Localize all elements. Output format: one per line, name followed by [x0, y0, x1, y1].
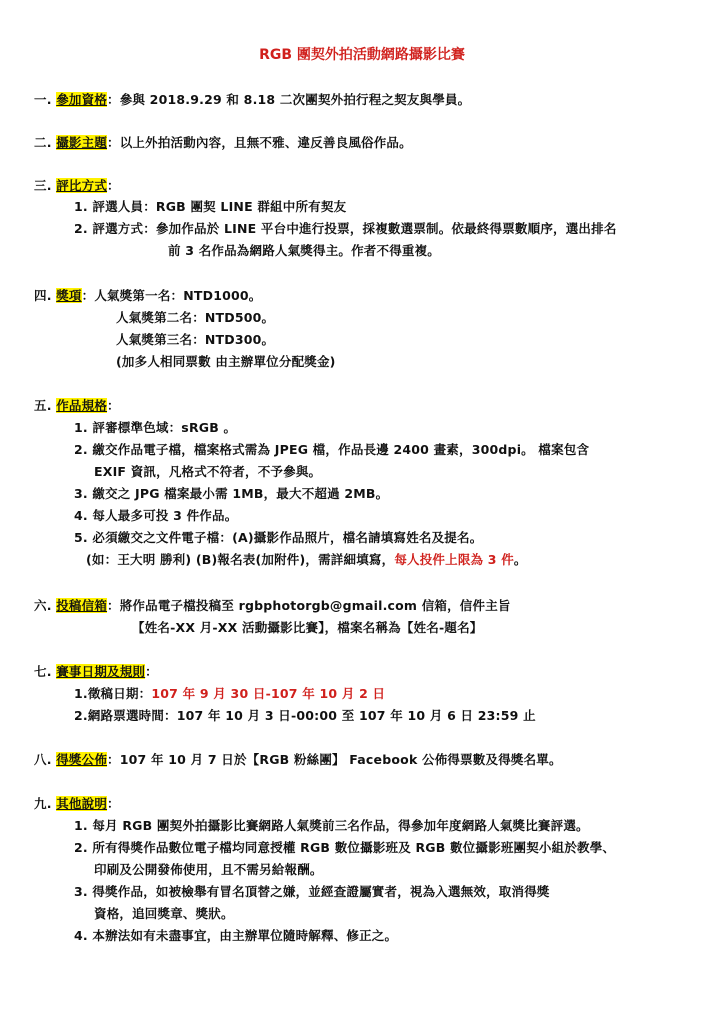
section-text: ：將作品電子檔投稿至 rgbphotorgb@gmail.com 信箱，信件主旨	[107, 598, 511, 613]
section-heading: 其他說明	[56, 796, 108, 811]
list-item: 3. 繳交之 JPG 檔案最小需 1MB，最大不超過 2MB。	[74, 486, 389, 501]
section-9-line	[34, 795, 120, 813]
submission-period-dates: 107 年 9 月 30 日-107 年 10 月 2 日	[151, 686, 386, 701]
section-text: ：參與 2018.9.29 和 8.18 二次團契外拍行程之契友與學員。	[107, 92, 471, 107]
list-item: 5. 必須繳交之文件電子檔：(A)攝影作品照片，檔名請填寫姓名及提名。	[74, 530, 483, 545]
prize-third: 人氣獎第三名：NTD300。	[116, 332, 275, 347]
section-text: ：107 年 10 月 7 日於【RGB 粉絲團】 Facebook 公佈得票數及得獎名單。	[107, 752, 562, 767]
list-item: 2. 繳交作品電子檔，檔案格式需為 JPEG 檔，作品長邊 2400 畫素，300dpi。 檔案包含	[74, 442, 590, 457]
section-colon: ：	[107, 398, 120, 413]
section-heading: 評比方式	[56, 178, 108, 193]
section-4-line	[34, 287, 261, 305]
section-number: 五.	[34, 398, 52, 413]
list-item-continued: 前 3 名作品為網路人氣獎得主。作者不得重複。	[168, 243, 441, 258]
list-item: 2. 所有得獎作品數位電子檔均同意授權 RGB 數位攝影班及 RGB 數位攝影班團契小組於教學、	[74, 840, 616, 855]
list-item: 1. 每月 RGB 團契外拍攝影比賽網路人氣獎前三名作品，得參加年度網路人氣獎比賽評選。	[74, 818, 589, 833]
attachment-text: (如：王大明 勝利) (B)報名表(加附件)，需詳細填寫，	[86, 552, 395, 567]
list-item-continued: 資格，追回獎章、獎狀。	[94, 906, 234, 921]
voting-period-line: 2.網路票選時間：107 年 10 月 3 日-00:00 至 107 年 10 月 6 日 23:59 止	[74, 708, 536, 723]
list-item: 1. 評選人員：RGB 團契 LINE 群組中所有契友	[74, 199, 347, 214]
section-heading: 參加資格	[56, 92, 108, 107]
section-number: 一.	[34, 92, 52, 107]
section-6-line	[34, 597, 511, 615]
list-item-continued: EXIF 資訊，凡格式不符者，不予參與。	[94, 464, 322, 479]
prize-second: 人氣獎第二名：NTD500。	[116, 310, 275, 325]
section-heading: 獎項	[56, 288, 82, 303]
submission-period-label: 1.徵稿日期：	[74, 686, 152, 701]
submission-period-line	[74, 685, 385, 703]
section-7-line	[34, 663, 158, 681]
section-2-line	[34, 134, 412, 152]
list-item-continued	[86, 551, 527, 569]
section-number: 二.	[34, 135, 52, 150]
section-number: 四.	[34, 288, 52, 303]
section-colon: ：	[107, 178, 120, 193]
prize-note: (加多人相同票數 由主辦單位分配獎金)	[116, 354, 336, 369]
email-subject-format: 【姓名-XX 月-XX 活動攝影比賽】，檔案名稱為【姓名-題名】	[132, 620, 483, 635]
section-number: 七.	[34, 664, 52, 679]
document-title: RGB 團契外拍活動網路攝影比賽	[259, 47, 465, 63]
section-number: 八.	[34, 752, 52, 767]
section-colon: ：	[107, 796, 120, 811]
list-item: 4. 本辦法如有未盡事宜，由主辦單位隨時解釋、修正之。	[74, 928, 398, 943]
section-heading: 賽事日期及規則	[56, 664, 146, 679]
section-heading: 得獎公佈	[56, 752, 108, 767]
section-heading: 投稿信箱	[56, 598, 108, 613]
section-heading: 作品規格	[56, 398, 108, 413]
section-1-line	[34, 91, 470, 109]
section-8-line	[34, 751, 562, 769]
section-3-line	[34, 177, 120, 195]
list-item-continued: 印刷及公開發佈使用，且不需另給報酬。	[94, 862, 323, 877]
list-item: 3. 得獎作品，如被檢舉有冒名頂替之嫌，並經查證屬實者，視為入選無效，取消得獎	[74, 884, 550, 899]
sentence-end: 。	[513, 552, 527, 567]
list-item: 4. 每人最多可投 3 件作品。	[74, 508, 238, 523]
section-number: 六.	[34, 598, 52, 613]
list-item: 2. 評選方式：參加作品於 LINE 平台中進行投票，採複數選票制。依最終得票數順序，選出排名	[74, 221, 617, 236]
section-number: 三.	[34, 178, 52, 193]
section-colon: ：	[145, 664, 158, 679]
section-text: ：以上外拍活動內容，且無不雅、違反善良風俗作品。	[107, 135, 412, 150]
section-heading: 攝影主題	[56, 135, 108, 150]
list-item: 1. 評審標準色域：sRGB 。	[74, 420, 237, 435]
section-number: 九.	[34, 796, 52, 811]
section-5-line	[34, 397, 120, 415]
prize-first: ：人氣獎第一名：NTD1000。	[81, 288, 262, 303]
submission-limit-text: 每人投件上限為 3 件	[394, 552, 514, 567]
